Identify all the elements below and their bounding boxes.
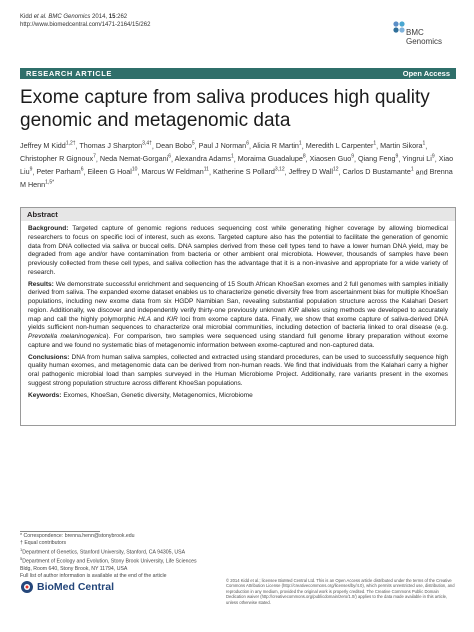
author (156, 141, 195, 150)
author (380, 141, 425, 150)
author (20, 141, 76, 150)
author-name: Paul J Norman (198, 141, 247, 151)
author-affiliation: 9 (29, 166, 33, 173)
author (358, 154, 398, 163)
footnote-sup: 1 (20, 546, 23, 552)
author (343, 167, 414, 176)
author-name: Moraima Guadalupe (237, 154, 303, 164)
author-list: Jeffrey M Kidd$^{1,2\dagger}$, Thomas J Sharpton$^{3,4\dagger}$, Dean Bobo$^5$, Paul J Norman$^6$, Alicia R Martin$^1$, Meredith L Carpenter$^1$, Martin Sikora$^1$, Christopher R Gignoux$^7$, Neda Nemat-Gorgani$^6$, Alexandra Adams$^1$, Moraima Guadalupe$^8$, Xiaosen Guo$^9$, Qiang Feng$^9$, Yingrui Li$^9$, Xiao Liu$^9$, Peter Parham$^6$, Eileen G Hoal$^{10}$, Marcus W Feldman$^{11}$, Katherine S Pollard$^{3,12}$, Jeffrey D Wall$^{12}$, Carlos D Bustamante$^1$ and Brenna M Henn$^{1,5*}$ (20, 141, 454, 190)
results-and: and (150, 315, 167, 323)
publisher-name: BioMed Central (37, 581, 115, 593)
biomed-central-icon (20, 580, 34, 594)
author-name: Neda Nemat-Gorgani (99, 154, 169, 164)
author-name: Martin Sikora (380, 141, 423, 151)
abstract-results (28, 281, 448, 351)
author (199, 141, 249, 150)
author-name: Christopher R Gignoux (20, 154, 94, 164)
journal-logo-line2: Genomics (406, 37, 443, 46)
abstract-heading: Abstract (21, 208, 455, 221)
abstract-background (28, 225, 448, 278)
author (100, 154, 171, 163)
author-name: Yingrui Li (402, 154, 432, 164)
results-text-b: alleles using methods we developed to accurately map and call the highly polymorphic (28, 306, 449, 323)
abstract-body (28, 225, 448, 403)
citation-etal: et al. (33, 14, 47, 20)
conclusions-text: DNA from human saliva samples, collected and extracted using standard procedures, can be used to successfully sequence high quality human exomes, and metagenomic data can be derived from non-human reads. We find that individuals from the Kalahari carry a higher oral pathogenic microbial load than samples surveyed in the Human Microbiome Project. Additionally, rare variants present in the exomes suggest strong population structure across different KhoeSan populations. (28, 353, 448, 387)
footnote-affil-5 (20, 556, 280, 566)
background-text: Targeted capture of genomic regions reduces sequencing cost while generating higher coverage by allowing biomedical researchers to focus on specific loci of interest, such as exons. Targeted capture also has the potential to facilitate the generation of genomic data from DNA collected via saliva or buccal cells. DNA samples derived from these cell types tend to have a lower human DNA yield, may be degraded from age and/or have contamination from bacteria or other ambient oral microbiota. However, thousands of samples have been previously collected from these cell types, and saliva collection has the advantage that it is a non-invasive and appropriate for a wide variety of research. (28, 225, 448, 276)
author (175, 154, 234, 163)
citation-volume: 15 (108, 14, 116, 20)
author-name: Carlos D Bustamante (342, 167, 411, 177)
author-name: Alexandra Adams (174, 154, 231, 164)
author-name: Jeffrey D Wall (288, 167, 333, 177)
citation-article: :262 (115, 14, 128, 20)
footnote-text: * Correspondence: brenna.henn@stonybrook.edu (20, 533, 135, 539)
results-kir-2: KIR (166, 315, 178, 323)
author-affiliation: 1 (373, 141, 377, 147)
abstract-keywords (28, 392, 448, 401)
author (310, 154, 354, 163)
results-text-c: loci from exome capture data. Finally, we show that exome capture of saliva-derived DNA yields sufficient non-human sequences to characterize oral microbial communities, including detection of bacteria linked to oral disease (e.g. (28, 315, 448, 332)
results-prevotella: Prevotella melaninogenica (28, 333, 107, 340)
footnote-text: Department of Ecology and Evolution, Stony Brook University, Life Sciences (22, 559, 197, 566)
author-affiliation: 12 (332, 166, 339, 173)
author (141, 167, 209, 176)
journal-logo-text (406, 28, 442, 46)
author-affiliation: 1,5* (45, 179, 55, 186)
abstract-box (20, 207, 456, 426)
author-affiliation: 7 (93, 153, 96, 160)
results-kir: KIR (288, 306, 300, 314)
citation-journal: BMC Genomics (46, 14, 91, 20)
results-text-d: ). For comparison, two samples were sequenced using standard full genome library preparation without exome capture and we found no systematic bias of metagenomic information between exome-captured and non-captured data. (28, 333, 448, 349)
author-affiliation: 10 (131, 166, 138, 173)
author-affiliation: 9 (395, 153, 399, 160)
conclusions-label: Conclusions: (28, 353, 70, 361)
footnote-text: Bldg, Room 640, Stony Brook, NY 11794, USA (20, 566, 128, 573)
author (253, 141, 302, 150)
results-text-a: We demonstrate successful enrichment and sequencing of 15 South African KhoeSan exomes and 2 full genomes with samples initially derived from saliva. The expanded exome dataset enables us to characterize genetic diversity free from ascertainment bias for multiple KhoeSan populations, including new exome data from six HGDP Namibian San, revealing substantial population structure across the Kalahari Desert region. Additionally, we discover and independently verify thirty-one previously unknown (28, 280, 448, 314)
author-affiliation: 9 (431, 153, 435, 160)
author (36, 167, 83, 176)
journal-logo (392, 14, 462, 54)
author-name: Dean Bobo (155, 141, 192, 151)
author (238, 154, 306, 163)
author-name: Brenna M Henn (20, 167, 453, 190)
publisher-logo (20, 578, 140, 602)
background-label: Background: (28, 225, 69, 232)
author-affiliation: 8 (302, 153, 306, 160)
copyright-notice: © 2014 Kidd et al.; licensee BioMed Central Ltd. This is an Open Access article distributed under the terms of the Creative Commons Attribution License (http://creativecommons.org/licenses/by/4.0), which permits unrestricted use, distribution, and reproduction in any medium, provided the original work is properly credited. The Creative Commons Public Domain Dedication waiver (http://creativecommons.org/publicdomain/zero/1.0/) applies to the data made available in this article, unless otherwise stated. (226, 578, 455, 605)
footnote-divider (20, 531, 100, 532)
article-title: Exome capture from saliva produces high quality genomic and metagenomic data (20, 87, 430, 131)
author-affiliation: 1 (410, 166, 414, 173)
footnote-equal (20, 540, 280, 547)
footnote-text: † Equal contributors (20, 539, 67, 546)
author-affiliation: 3,4† (142, 141, 152, 147)
author (79, 141, 151, 150)
footnotes (20, 533, 280, 580)
author-name: Qiang Feng (357, 154, 396, 164)
author (402, 154, 434, 163)
footnote-text: Department of Genetics, Stanford University, Stanford, CA 94305, USA (22, 549, 186, 556)
author (213, 167, 285, 176)
footnote-correspondence[interactable] (20, 533, 280, 540)
abstract-conclusions (28, 354, 448, 389)
keywords-label: Keywords: (28, 391, 62, 399)
author-name: Katherine S Pollard (212, 167, 275, 177)
citation-url[interactable]: http://www.biomedcentral.com/1471-2164/15/262 (20, 22, 151, 28)
author-affiliation: 6 (168, 153, 171, 160)
keywords-text: Exomes, KhoeSan, Genetic diversity, Metagenomics, Microbiome (63, 391, 253, 399)
article-type-banner (20, 68, 456, 79)
footnote-sup: 5 (20, 556, 23, 562)
author-name: Meredith L Carpenter (305, 141, 374, 151)
author-name: Peter Parham (36, 167, 81, 177)
author-affiliation: 6 (80, 166, 84, 173)
author-affiliation: 1 (230, 153, 234, 160)
author-name: Eileen G Hoal (87, 167, 132, 177)
journal-logo-line1: BMC (406, 28, 424, 37)
footnote-affil-5b (20, 566, 280, 573)
bmc-logo-icon (392, 20, 406, 34)
author (289, 167, 339, 176)
citation (20, 13, 150, 29)
author-affiliation: 5 (191, 141, 195, 147)
author-name: Marcus W Feldman (141, 167, 204, 177)
author-affiliation: 1 (298, 141, 302, 147)
author-name: Jeffrey M Kidd (20, 141, 66, 151)
footnote-text: Full list of author information is available at the end of the article (20, 573, 167, 579)
open-access-label: Open Access (402, 69, 450, 78)
citation-author: Kidd (20, 14, 34, 20)
author-affiliation: 9 (351, 153, 354, 160)
footnote-affil-1 (20, 547, 280, 557)
author-affiliation: 1,2† (65, 141, 76, 147)
citation-year: 2014, (90, 14, 109, 20)
author-name: Xiao Liu (20, 154, 454, 177)
citation-line-1 (20, 13, 150, 21)
author-name: Xiaosen Guo (309, 154, 352, 164)
author (88, 167, 138, 176)
author-name: Alicia R Martin (252, 141, 299, 151)
author-affiliation: 3,12 (274, 166, 285, 173)
article-type: RESEARCH ARTICLE (26, 69, 112, 78)
results-hla: HLA (138, 315, 151, 323)
author-name: Thomas J Sharpton (79, 141, 143, 151)
author-affiliation: 6 (246, 141, 249, 147)
author (20, 154, 96, 163)
author-affiliation: 1 (422, 141, 426, 147)
author-affiliation: 11 (203, 166, 209, 173)
results-label: Results: (28, 280, 54, 288)
author (306, 141, 376, 150)
